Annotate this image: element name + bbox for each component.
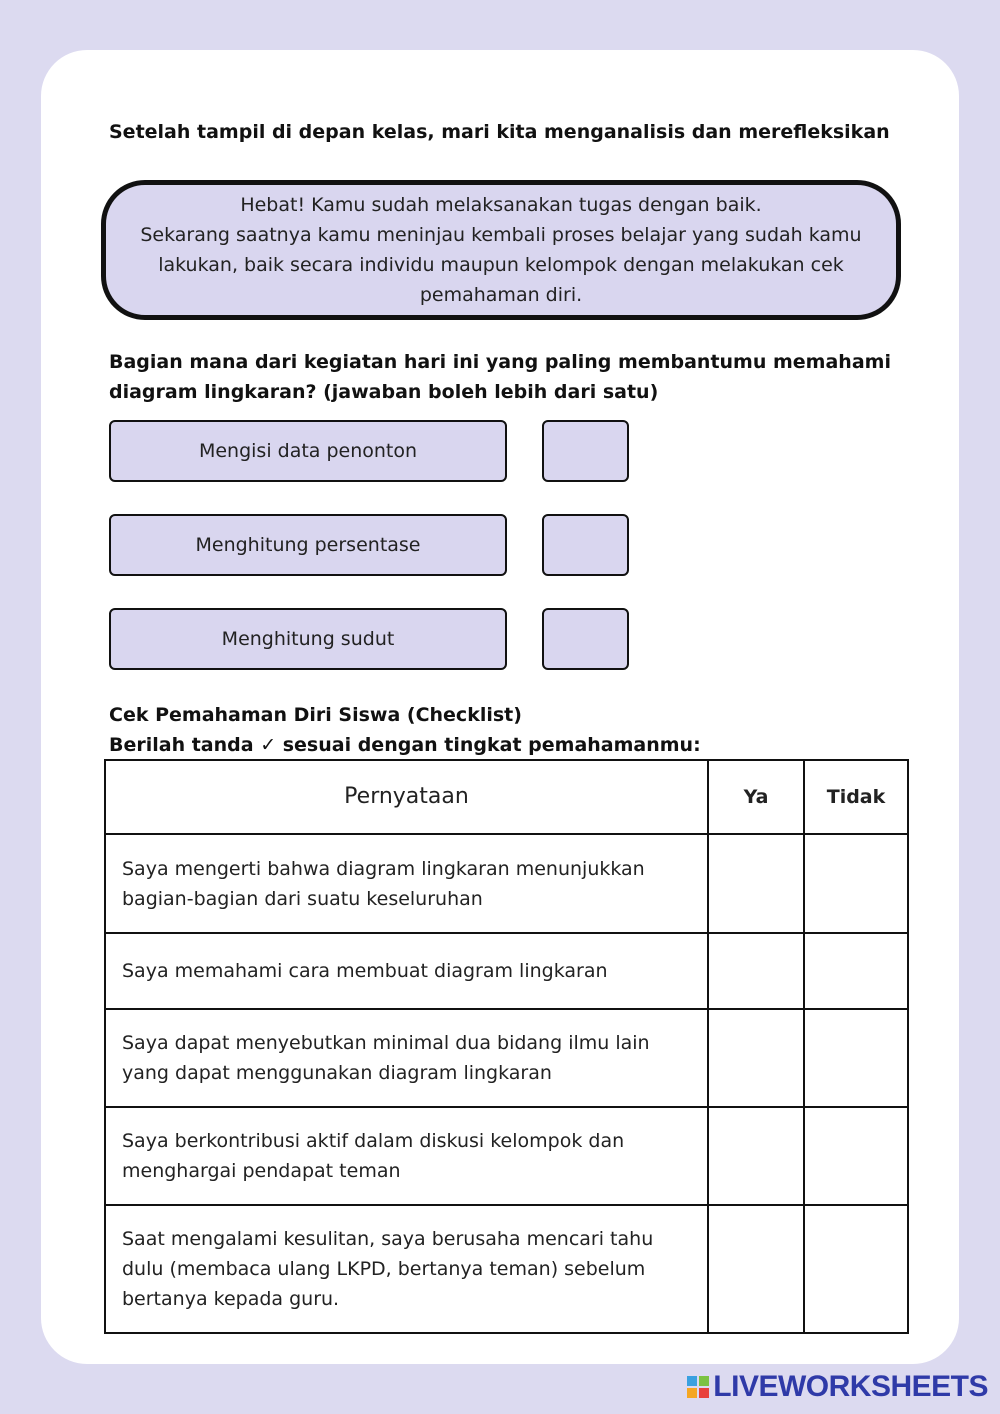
- intro-line: Hebat! Kamu sudah melaksanakan tugas dengan baik.: [240, 194, 762, 216]
- statement-cell: [105, 933, 708, 1009]
- yes-check-cell[interactable]: [708, 1107, 804, 1205]
- statement-cell: [105, 1009, 708, 1107]
- logo-squares-icon: [687, 1376, 709, 1398]
- table-row: [105, 933, 908, 1009]
- statement-line: dulu (membaca ulang LKPD, bertanya teman) sebelum: [122, 1258, 646, 1280]
- checklist-table: [104, 759, 909, 1334]
- option-checkbox[interactable]: [542, 420, 629, 482]
- statement-line: menghargai pendapat teman: [122, 1160, 401, 1182]
- question-line: diagram lingkaran? (jawaban boleh lebih dari satu): [109, 381, 659, 403]
- option-mengisi-data: Mengisi data penonton: [109, 420, 507, 482]
- statement-line: bagian-bagian dari suatu keseluruhan: [122, 887, 483, 910]
- statement-cell: [105, 834, 708, 933]
- checklist-instruction: Berilah tanda ✓ sesuai dengan tingkat pemahamanmu:: [109, 734, 701, 756]
- no-check-cell[interactable]: [804, 834, 908, 933]
- no-check-cell[interactable]: [804, 1009, 908, 1107]
- logo-text: LIVEWORKSHEETS: [713, 1370, 988, 1403]
- option-menghitung-sudut: Menghitung sudut: [109, 608, 507, 670]
- table-row: [105, 1107, 908, 1205]
- statement-line: Saya memahami cara membuat diagram lingkaran: [122, 960, 608, 982]
- yes-check-cell[interactable]: [708, 1009, 804, 1107]
- checklist-title: Cek Pemahaman Diri Siswa (Checklist): [109, 704, 522, 726]
- logo-square: [699, 1376, 709, 1386]
- liveworksheets-logo[interactable]: [687, 1370, 988, 1404]
- logo-square: [687, 1388, 697, 1398]
- statement-line: Saya dapat menyebutkan minimal dua bidang ilmu lain: [122, 1032, 650, 1054]
- option-checkbox[interactable]: [542, 514, 629, 576]
- statement-cell: [105, 1107, 708, 1205]
- checklist-heading: [109, 700, 701, 760]
- statement-line: Saat mengalami kesulitan, saya berusaha mencari tahu: [122, 1228, 654, 1250]
- no-check-cell[interactable]: [804, 1107, 908, 1205]
- table-row: [105, 1205, 908, 1333]
- header-statement: Pernyataan: [105, 760, 708, 834]
- header-yes: Ya: [708, 760, 804, 834]
- intro-line: lakukan, baik secara individu maupun kelompok dengan melakukan cek: [158, 254, 844, 276]
- question-heading: [109, 347, 891, 407]
- statement-cell: [105, 1205, 708, 1333]
- logo-square: [699, 1388, 709, 1398]
- table-row: [105, 834, 908, 933]
- table-row: [105, 1009, 908, 1107]
- intro-message-box: [101, 180, 901, 320]
- question-line: Bagian mana dari kegiatan hari ini yang paling membantumu memahami: [109, 351, 891, 373]
- intro-line: Sekarang saatnya kamu meninjau kembali proses belajar yang sudah kamu: [140, 224, 862, 246]
- statement-line: Saya mengerti bahwa diagram lingkaran menunjukkan: [122, 857, 645, 880]
- option-checkbox[interactable]: [542, 608, 629, 670]
- option-menghitung-persentase: Menghitung persentase: [109, 514, 507, 576]
- header-no: Tidak: [804, 760, 908, 834]
- yes-check-cell[interactable]: [708, 933, 804, 1009]
- logo-square: [687, 1376, 697, 1386]
- statement-line: bertanya kepada guru.: [122, 1288, 340, 1310]
- intro-heading: Setelah tampil di depan kelas, mari kita menganalisis dan merefleksikan: [109, 121, 890, 143]
- statement-line: yang dapat menggunakan diagram lingkaran: [122, 1062, 552, 1084]
- no-check-cell[interactable]: [804, 933, 908, 1009]
- yes-check-cell[interactable]: [708, 834, 804, 933]
- statement-line: Saya berkontribusi aktif dalam diskusi kelompok dan: [122, 1130, 625, 1152]
- no-check-cell[interactable]: [804, 1205, 908, 1333]
- table-header-row: [105, 760, 908, 834]
- yes-check-cell[interactable]: [708, 1205, 804, 1333]
- intro-line: pemahaman diri.: [419, 284, 583, 306]
